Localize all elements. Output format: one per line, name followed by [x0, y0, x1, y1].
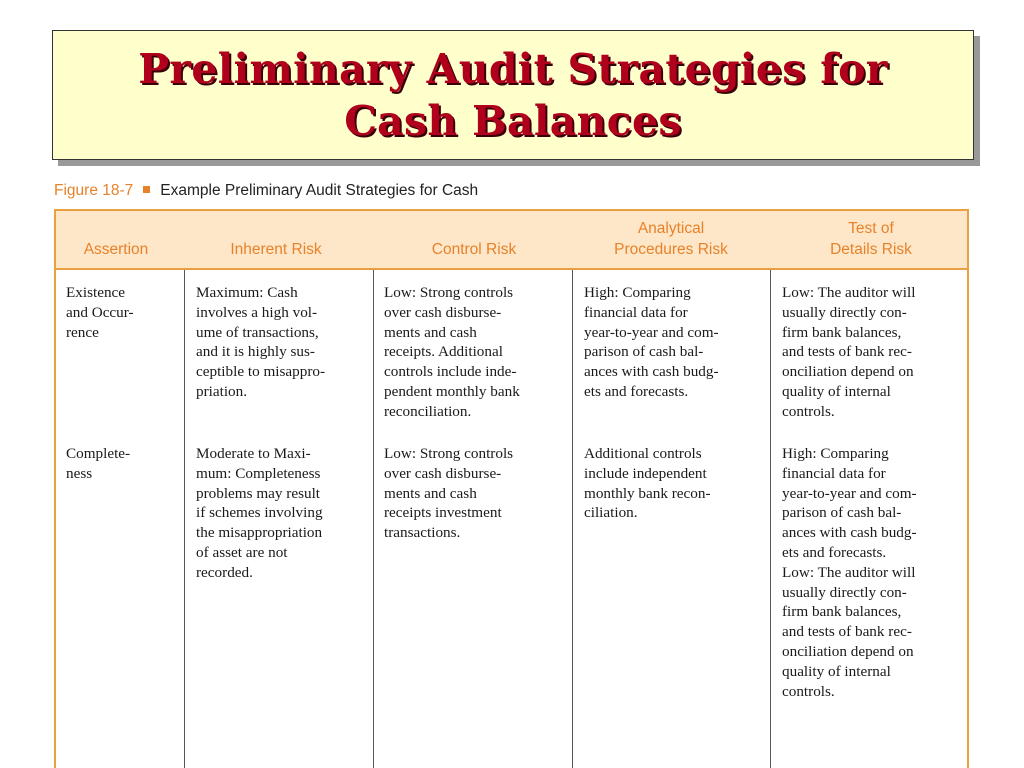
cell-text-line: and it is highly sus-: [196, 343, 315, 361]
slide-title-line-2: Cash Balances: [344, 97, 682, 145]
header-assertion: Assertion: [83, 241, 149, 258]
cell-text-line: involves a high vol-: [196, 303, 318, 321]
cell-text-line: problems may result: [196, 484, 321, 502]
header-details-line-1: Test of: [848, 220, 894, 237]
cell-text-line: over cash disburse-: [384, 464, 502, 482]
cell-text-line: mum: Completeness: [196, 464, 321, 482]
cell-text-line: usually directly con-: [782, 583, 907, 601]
cell-text-line: controls.: [782, 402, 835, 420]
cell-text-line: financial data for: [782, 464, 886, 482]
header-analytical-line-1: Analytical: [637, 220, 705, 237]
cell-text-line: ances with cash budg-: [584, 363, 719, 381]
cell-text-line: Low: Strong controls: [384, 284, 514, 301]
cell-text-line: Complete-: [66, 445, 131, 462]
header-details-line-2: Details Risk: [830, 241, 912, 258]
title-box: [52, 30, 974, 160]
cell-text-line: parison of cash bal-: [782, 504, 902, 522]
cell-text-line: financial data for: [584, 303, 688, 321]
cell-text-line: reconciliation.: [384, 402, 472, 420]
table-cell-control: [384, 444, 513, 543]
cell-text-line: ciliation.: [584, 504, 638, 522]
cell-text-line: ume of transactions,: [196, 323, 319, 341]
cell-text-line: and tests of bank rec-: [782, 623, 912, 641]
slide-title-line-1: Preliminary Audit Strategies for: [138, 45, 888, 93]
cell-text-line: recorded.: [196, 563, 253, 581]
cell-text-line: priation.: [196, 382, 248, 400]
cell-text-line: controls.: [782, 682, 835, 700]
header-test-of-details-risk: [771, 218, 971, 260]
cell-text-line: Existence: [66, 284, 126, 301]
table-cell-analytical: [584, 283, 719, 402]
cell-text-line: over cash disburse-: [384, 303, 502, 321]
cell-text-line: onciliation depend on: [782, 363, 914, 381]
cell-text-line: pendent monthly bank: [384, 382, 520, 400]
cell-text-line: ceptible to misappro-: [196, 363, 326, 381]
cell-text-line: firm bank balances,: [782, 603, 902, 621]
table-cell-inherent: [196, 283, 325, 402]
cell-text-line: High: Comparing: [782, 445, 889, 462]
cell-text-line: ments and cash: [384, 323, 477, 341]
cell-text-line: quality of internal: [782, 382, 891, 400]
figure-caption: [54, 182, 478, 200]
cell-text-line: parison of cash bal-: [584, 343, 704, 361]
cell-text-line: firm bank balances,: [782, 323, 902, 341]
cell-text-line: ances with cash budg-: [782, 524, 917, 542]
cell-text-line: Low: Strong controls: [384, 445, 514, 462]
cell-text-line: Low: The auditor will: [782, 284, 916, 301]
cell-text-line: receipts investment: [384, 504, 502, 522]
cell-text-line: transactions.: [384, 524, 461, 542]
table-cell-details: [782, 444, 917, 701]
table-cell-details: [782, 283, 915, 422]
cell-text-line: High: Comparing: [584, 284, 691, 301]
table-cell-control: [384, 283, 520, 422]
header-analytical-line-2: Procedures Risk: [614, 241, 728, 258]
cell-text-line: ments and cash: [384, 484, 477, 502]
cell-text-line: and tests of bank rec-: [782, 343, 912, 361]
cell-text-line: Moderate to Maxi-: [196, 445, 311, 462]
header-control-risk: Control Risk: [431, 241, 517, 258]
cell-text-line: quality of internal: [782, 662, 891, 680]
cell-text-line: monthly bank recon-: [584, 484, 711, 502]
table-cell-analytical: [584, 444, 711, 523]
cell-text-line: receipts. Additional: [384, 343, 503, 361]
figure-number: Figure 18-7: [54, 182, 134, 199]
cell-text-line: usually directly con-: [782, 303, 907, 321]
cell-text-line: Additional controls: [584, 445, 702, 462]
cell-text-line: ets and forecasts.: [782, 543, 887, 561]
column-divider: [184, 270, 185, 768]
column-divider: [572, 270, 573, 768]
cell-text-line: rence: [66, 323, 99, 341]
figure-caption-text: Example Preliminary Audit Strategies for Cash: [160, 182, 479, 199]
header-analytical-procedures-risk: [571, 218, 771, 260]
table-cell-assertion: [66, 283, 134, 342]
square-bullet-icon: [143, 186, 150, 193]
header-inherent-risk: Inherent Risk: [230, 241, 322, 258]
column-divider: [770, 270, 771, 768]
column-divider: [373, 270, 374, 768]
cell-text-line: Maximum: Cash: [196, 284, 298, 301]
cell-text-line: include independent: [584, 464, 707, 482]
cell-text-line: Low: The auditor will: [782, 563, 916, 581]
cell-text-line: year-to-year and com-: [782, 484, 917, 502]
table-header: [56, 211, 967, 270]
table-cell-assertion: [66, 444, 130, 484]
cell-text-line: onciliation depend on: [782, 642, 914, 660]
cell-text-line: ets and forecasts.: [584, 382, 689, 400]
cell-text-line: the misappropriation: [196, 524, 323, 542]
table-cell-inherent: [196, 444, 323, 583]
audit-strategy-table: [54, 209, 969, 768]
cell-text-line: controls include inde-: [384, 363, 517, 381]
cell-text-line: and Occur-: [66, 303, 134, 321]
cell-text-line: if schemes involving: [196, 504, 323, 522]
cell-text-line: year-to-year and com-: [584, 323, 719, 341]
cell-text-line: of asset are not: [196, 543, 288, 561]
cell-text-line: ness: [66, 464, 93, 482]
